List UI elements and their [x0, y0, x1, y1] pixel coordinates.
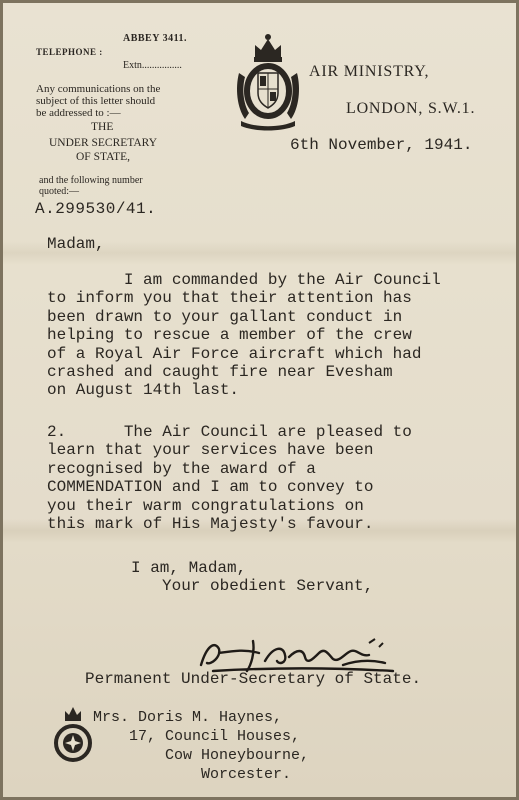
closing-line-1: I am, Madam,	[131, 559, 247, 577]
recipient-address: Mrs. Doris M. Haynes, 17, Council Houses, Cow Honeybourne, Worcester.	[93, 709, 310, 783]
ministry-name: AIR MINISTRY,	[309, 63, 430, 80]
salutation: Madam,	[47, 235, 105, 253]
letter-paper	[3, 3, 516, 797]
signatory-title: Permanent Under-Secretary of State.	[85, 670, 422, 688]
telephone-extension: Extn................	[123, 60, 182, 71]
closing-line-2: Your obedient Servant,	[162, 577, 374, 595]
crowned-badge-icon	[53, 705, 93, 767]
address-note: Any communications on the subject of this letter should be addressed to :—	[36, 83, 161, 119]
royal-coat-of-arms-icon	[235, 33, 301, 131]
paragraph-2: 2. The Air Council are pleased to learn that your services have been recognised by the award of a COMMENDATION and I am to convey to you their warm congratulations on this mark of His Majesty's favour.	[47, 423, 412, 534]
telephone-label: TELEPHONE :	[36, 47, 103, 57]
addressee-name: UNDER SECRETARY OF STATE,	[49, 137, 158, 163]
telephone-number: ABBEY 3411.	[123, 33, 188, 44]
paragraph-1: I am commanded by the Air Council to inform you that their attention has been drawn to your gallant conduct in helping to rescue a member of the crew of a Royal Air Force aircraft which had crashed and caught fire near Evesham on August 14th last.	[47, 271, 441, 400]
reference-number: A.299530/41.	[35, 200, 157, 218]
ministry-city: LONDON, S.W.1.	[346, 100, 476, 117]
addressee-the: THE	[91, 121, 114, 133]
letter-date: 6th November, 1941.	[290, 136, 473, 154]
number-note: and the following number quoted:—	[39, 175, 143, 197]
